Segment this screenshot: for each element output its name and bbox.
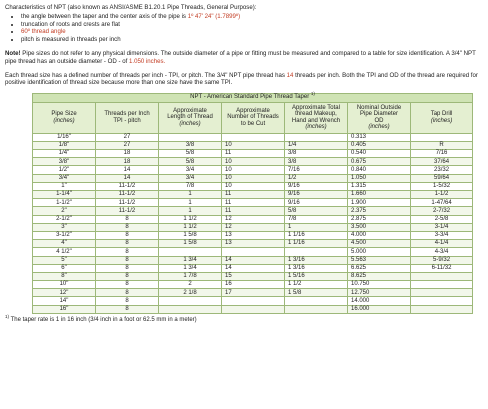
- column-header-line: to be Cut: [240, 121, 266, 128]
- tpi-value: 14: [286, 71, 294, 79]
- table-cell: 4 1/2": [33, 248, 96, 256]
- table-cell: 12.750: [348, 289, 411, 297]
- table-cell: [159, 305, 222, 313]
- table-cell: 1 1/2: [285, 281, 348, 289]
- characteristic-text: truncation of roots and crests are flat: [21, 20, 120, 28]
- characteristic-text: pitch is measured in threads per inch: [21, 36, 121, 44]
- table-cell: [411, 272, 473, 280]
- footnote: [5, 313, 484, 325]
- table-cell: 2-5/8: [411, 215, 473, 223]
- column-header: [96, 102, 159, 133]
- table-cell: 1 3/16: [285, 256, 348, 264]
- characteristic-highlight: 1º 47' 24" (1.7899º): [187, 12, 241, 20]
- table-cell: 0.840: [348, 166, 411, 174]
- table-row: [33, 223, 473, 231]
- table-cell: 8: [96, 297, 159, 305]
- table-cell: 27: [96, 141, 159, 149]
- column-header-line: Number of Threads: [227, 114, 279, 121]
- table-cell: 12": [33, 289, 96, 297]
- table-cell: 4-3/4: [411, 248, 473, 256]
- table-cell: 1 1/2: [159, 215, 222, 223]
- column-header-line: Approximate: [236, 107, 270, 114]
- table-cell: 1-1/2: [411, 191, 473, 199]
- table-cell: [411, 305, 473, 313]
- table-cell: 3/8: [285, 158, 348, 166]
- table-cell: 8: [96, 240, 159, 248]
- table-cell: 11-1/2: [96, 199, 159, 207]
- column-header: [33, 102, 96, 133]
- table-cell: 2.875: [348, 215, 411, 223]
- table-cell: 1 1/2: [159, 223, 222, 231]
- table-cell: 12: [222, 215, 285, 223]
- table-cell: 17: [222, 289, 285, 297]
- table-cell: 5/8: [285, 207, 348, 215]
- table-cell: 3/4: [159, 166, 222, 174]
- table-cell: 2.375: [348, 207, 411, 215]
- table-cell: 5/8: [159, 150, 222, 158]
- table-cell: 7/8: [159, 182, 222, 190]
- table-row: [33, 199, 473, 207]
- table-cell: 11: [222, 199, 285, 207]
- table-cell: 14: [222, 256, 285, 264]
- table-cell: [222, 133, 285, 141]
- footnote-marker: 1): [5, 313, 10, 319]
- column-header-line: Hand and Wrench: [291, 117, 341, 124]
- table-cell: [159, 133, 222, 141]
- table-cell: [285, 248, 348, 256]
- table-cell: 16.000: [348, 305, 411, 313]
- table-cell: 1.050: [348, 174, 411, 182]
- table-cell: 0.405: [348, 141, 411, 149]
- note-od-value: 1.050 inches.: [128, 57, 166, 65]
- table-row: [33, 207, 473, 215]
- table-body: [33, 133, 473, 313]
- table-cell: 2-1/2": [33, 215, 96, 223]
- table-cell: 1-5/32: [411, 182, 473, 190]
- table-row: [33, 191, 473, 199]
- table-row: [33, 141, 473, 149]
- table-cell: 10: [222, 174, 285, 182]
- table-cell: 9/16: [285, 199, 348, 207]
- table-cell: 1 7/8: [159, 272, 222, 280]
- note-label: Note!: [5, 50, 21, 58]
- column-header-line: TPI - pitch: [113, 117, 141, 124]
- table-cell: 37/64: [411, 158, 473, 166]
- table-cell: 1.660: [348, 191, 411, 199]
- column-header: [285, 102, 348, 133]
- table-cell: 1 3/4: [159, 256, 222, 264]
- column-header-line: (inches): [368, 124, 390, 131]
- table-row: [33, 166, 473, 174]
- table-cell: 1: [159, 199, 222, 207]
- column-header-line: Nominal Outside: [356, 104, 402, 111]
- table-row: [33, 174, 473, 182]
- table-cell: 1 5/8: [159, 240, 222, 248]
- table-cell: 8: [96, 281, 159, 289]
- table-cell: 5.000: [348, 248, 411, 256]
- table-title-text: NPT - American Standard Pipe Thread Taper: [190, 94, 310, 101]
- table-cell: 10: [222, 166, 285, 174]
- column-header-line: Approximate Total: [292, 104, 340, 111]
- table-cell: 8: [96, 272, 159, 280]
- table-cell: 5": [33, 256, 96, 264]
- table-cell: 10: [222, 158, 285, 166]
- table-cell: 1: [159, 191, 222, 199]
- tpi-paragraph: [5, 72, 484, 87]
- column-header-line: Pipe Diameter: [359, 111, 398, 118]
- table-row: [33, 297, 473, 305]
- table-cell: 3/8": [33, 158, 96, 166]
- table-cell: 10: [222, 182, 285, 190]
- table-cell: 8: [96, 231, 159, 239]
- column-header: [159, 102, 222, 133]
- table-cell: 9/16: [285, 191, 348, 199]
- column-header-line: Length of Thread: [167, 114, 213, 121]
- table-cell: 8: [96, 215, 159, 223]
- table-cell: 7/16: [285, 166, 348, 174]
- table-cell: 1-1/2": [33, 199, 96, 207]
- table-cell: 27: [96, 133, 159, 141]
- column-header-line: (inches): [305, 124, 327, 131]
- table-cell: 11: [222, 191, 285, 199]
- characteristics-list: [5, 13, 484, 45]
- table-cell: 1 3/4: [159, 264, 222, 272]
- table-cell: 1: [285, 223, 348, 231]
- table-row: [33, 248, 473, 256]
- table-cell: 10": [33, 281, 96, 289]
- table-cell: 3.500: [348, 223, 411, 231]
- table-cell: 1 5/16: [285, 272, 348, 280]
- note-paragraph: [5, 50, 484, 65]
- table-cell: 4": [33, 240, 96, 248]
- table-cell: 4.500: [348, 240, 411, 248]
- table-cell: 2": [33, 207, 96, 215]
- table-cell: 9/16: [285, 182, 348, 190]
- table-cell: 1 1/16: [285, 231, 348, 239]
- table-row: [33, 305, 473, 313]
- table-cell: 6.625: [348, 264, 411, 272]
- table-cell: 7/16: [411, 150, 473, 158]
- characteristic-text: the angle between the taper and the center axis of the pipe is: [21, 12, 188, 20]
- table-cell: 1/2: [285, 174, 348, 182]
- table-cell: 3/8: [159, 141, 222, 149]
- table-cell: 2-7/32: [411, 207, 473, 215]
- table-row: [33, 231, 473, 239]
- table-cell: 6": [33, 264, 96, 272]
- table-cell: 18: [96, 158, 159, 166]
- table-cell: R: [411, 141, 473, 149]
- table-cell: 1/8": [33, 141, 96, 149]
- table-cell: 12: [222, 223, 285, 231]
- table-cell: [159, 297, 222, 305]
- table-cell: [222, 248, 285, 256]
- table-row: [33, 281, 473, 289]
- table-cell: 1: [159, 207, 222, 215]
- table-cell: 0.675: [348, 158, 411, 166]
- table-cell: 14.000: [348, 297, 411, 305]
- table-cell: 18: [96, 150, 159, 158]
- table-cell: 3/8: [285, 150, 348, 158]
- table-title: [33, 93, 473, 102]
- table-cell: 1.315: [348, 182, 411, 190]
- table-cell: 1 1/16: [285, 240, 348, 248]
- characteristic-item: [21, 21, 484, 29]
- table-cell: 1/4: [285, 141, 348, 149]
- table-row: [33, 289, 473, 297]
- column-header-line: (inches): [430, 117, 453, 124]
- column-header-line: Tap Drill: [430, 111, 453, 118]
- table-cell: [411, 281, 473, 289]
- table-cell: [222, 305, 285, 313]
- table-cell: 8: [96, 248, 159, 256]
- table-cell: 14: [96, 174, 159, 182]
- table-cell: 3-3/4: [411, 231, 473, 239]
- table-cell: 8": [33, 272, 96, 280]
- table-cell: 0.313: [348, 133, 411, 141]
- table-cell: 11-1/2: [96, 207, 159, 215]
- table-cell: 1-47/64: [411, 199, 473, 207]
- table-cell: 1/2": [33, 166, 96, 174]
- table-cell: [159, 248, 222, 256]
- table-cell: 23/32: [411, 166, 473, 174]
- table-cell: 3/4": [33, 174, 96, 182]
- table-row: [33, 240, 473, 248]
- table-cell: 16": [33, 305, 96, 313]
- table-cell: 8: [96, 256, 159, 264]
- column-header: [411, 102, 473, 133]
- column-header-line: Approximate: [173, 107, 207, 114]
- table-cell: [411, 289, 473, 297]
- table-row: [33, 272, 473, 280]
- table-cell: 59/64: [411, 174, 473, 182]
- table-cell: 1-1/4": [33, 191, 96, 199]
- table-cell: 1 3/16: [285, 264, 348, 272]
- tpi-text-1: Each thread size has a defined number of threads per inch - TPI, or pitch. The 3/4" NPT pipe thread has: [5, 71, 287, 79]
- table-cell: 16: [222, 281, 285, 289]
- table-cell: [285, 305, 348, 313]
- table-cell: 1.900: [348, 199, 411, 207]
- column-header: [222, 102, 285, 133]
- tpi-text-2: threads per inch. Both the TPI and OD of the thread are required for positive identification of thread size because more than one size have the same TPI.: [5, 71, 478, 87]
- table-cell: 11-1/2: [96, 182, 159, 190]
- table-cell: [222, 297, 285, 305]
- column-header-line: Threads per Inch: [104, 111, 150, 118]
- characteristic-item: [21, 28, 484, 36]
- table-cell: 4.000: [348, 231, 411, 239]
- table-cell: 15: [222, 272, 285, 280]
- table-cell: 3": [33, 223, 96, 231]
- table-cell: 14": [33, 297, 96, 305]
- table-row: [33, 158, 473, 166]
- table-cell: 6-11/32: [411, 264, 473, 272]
- npt-thread-table: [32, 93, 473, 314]
- table-cell: 10.750: [348, 281, 411, 289]
- table-cell: 1 5/8: [159, 231, 222, 239]
- table-cell: 8: [96, 289, 159, 297]
- table-cell: 5.563: [348, 256, 411, 264]
- intro-text: Characteristics of NPT (also known as ANSI/ASME B1.20.1 Pipe Threads, General Purpose):: [5, 4, 257, 11]
- table-cell: 14: [222, 264, 285, 272]
- table-row: [33, 264, 473, 272]
- column-header-line: Pipe Size: [51, 111, 77, 118]
- table-cell: 1 5/8: [285, 289, 348, 297]
- table-cell: 3-1/2": [33, 231, 96, 239]
- table-title-footnote-marker: 1): [310, 91, 315, 97]
- table-cell: 4-1/4: [411, 240, 473, 248]
- table-cell: 5-9/32: [411, 256, 473, 264]
- table-cell: [411, 297, 473, 305]
- column-header-line: OD: [374, 117, 384, 124]
- note-text: Pipe sizes do not refer to any physical dimensions. The outside diameter of a pipe or fitting must be measured and compared to a table for size identification. A 3/4" NPT pipe thread has an outside diameter - OD - of: [5, 50, 476, 65]
- table-row: [33, 256, 473, 264]
- table-cell: 3/4: [159, 174, 222, 182]
- table-cell: 1/16": [33, 133, 96, 141]
- table-cell: 3-1/4: [411, 223, 473, 231]
- table-cell: 8: [96, 305, 159, 313]
- table-row: [33, 182, 473, 190]
- column-header-line: (inches): [53, 117, 75, 124]
- table-cell: 10: [222, 141, 285, 149]
- table-cell: 11-1/2: [96, 191, 159, 199]
- table-cell: 2: [159, 281, 222, 289]
- table-cell: [411, 133, 473, 141]
- footnote-text: The taper rate is 1 in 16 inch (3/4 inch in a foot or 62.5 mm in a meter): [9, 316, 197, 323]
- table-cell: 8: [96, 264, 159, 272]
- table-header-row: [33, 102, 473, 133]
- table-cell: 13: [222, 231, 285, 239]
- characteristic-highlight: 60º thread angle: [21, 28, 66, 36]
- table-cell: 13: [222, 240, 285, 248]
- column-header-line: thread Makeup,: [295, 111, 337, 118]
- characteristic-item: [21, 13, 484, 21]
- table-cell: 1/4": [33, 150, 96, 158]
- table-cell: 8.625: [348, 272, 411, 280]
- table-cell: [285, 133, 348, 141]
- table-cell: 2 1/8: [159, 289, 222, 297]
- table-row: [33, 133, 473, 141]
- table-cell: 8: [96, 223, 159, 231]
- table-cell: [285, 297, 348, 305]
- table-cell: 0.540: [348, 150, 411, 158]
- table-row: [33, 215, 473, 223]
- table-cell: 11: [222, 207, 285, 215]
- table-cell: 14: [96, 166, 159, 174]
- column-header-line: (inches): [179, 121, 201, 128]
- table-cell: 1": [33, 182, 96, 190]
- table-row: [33, 150, 473, 158]
- table-cell: 7/8: [285, 215, 348, 223]
- table-cell: 5/8: [159, 158, 222, 166]
- table-cell: 11: [222, 150, 285, 158]
- column-header: [348, 102, 411, 133]
- characteristic-item: [21, 36, 484, 44]
